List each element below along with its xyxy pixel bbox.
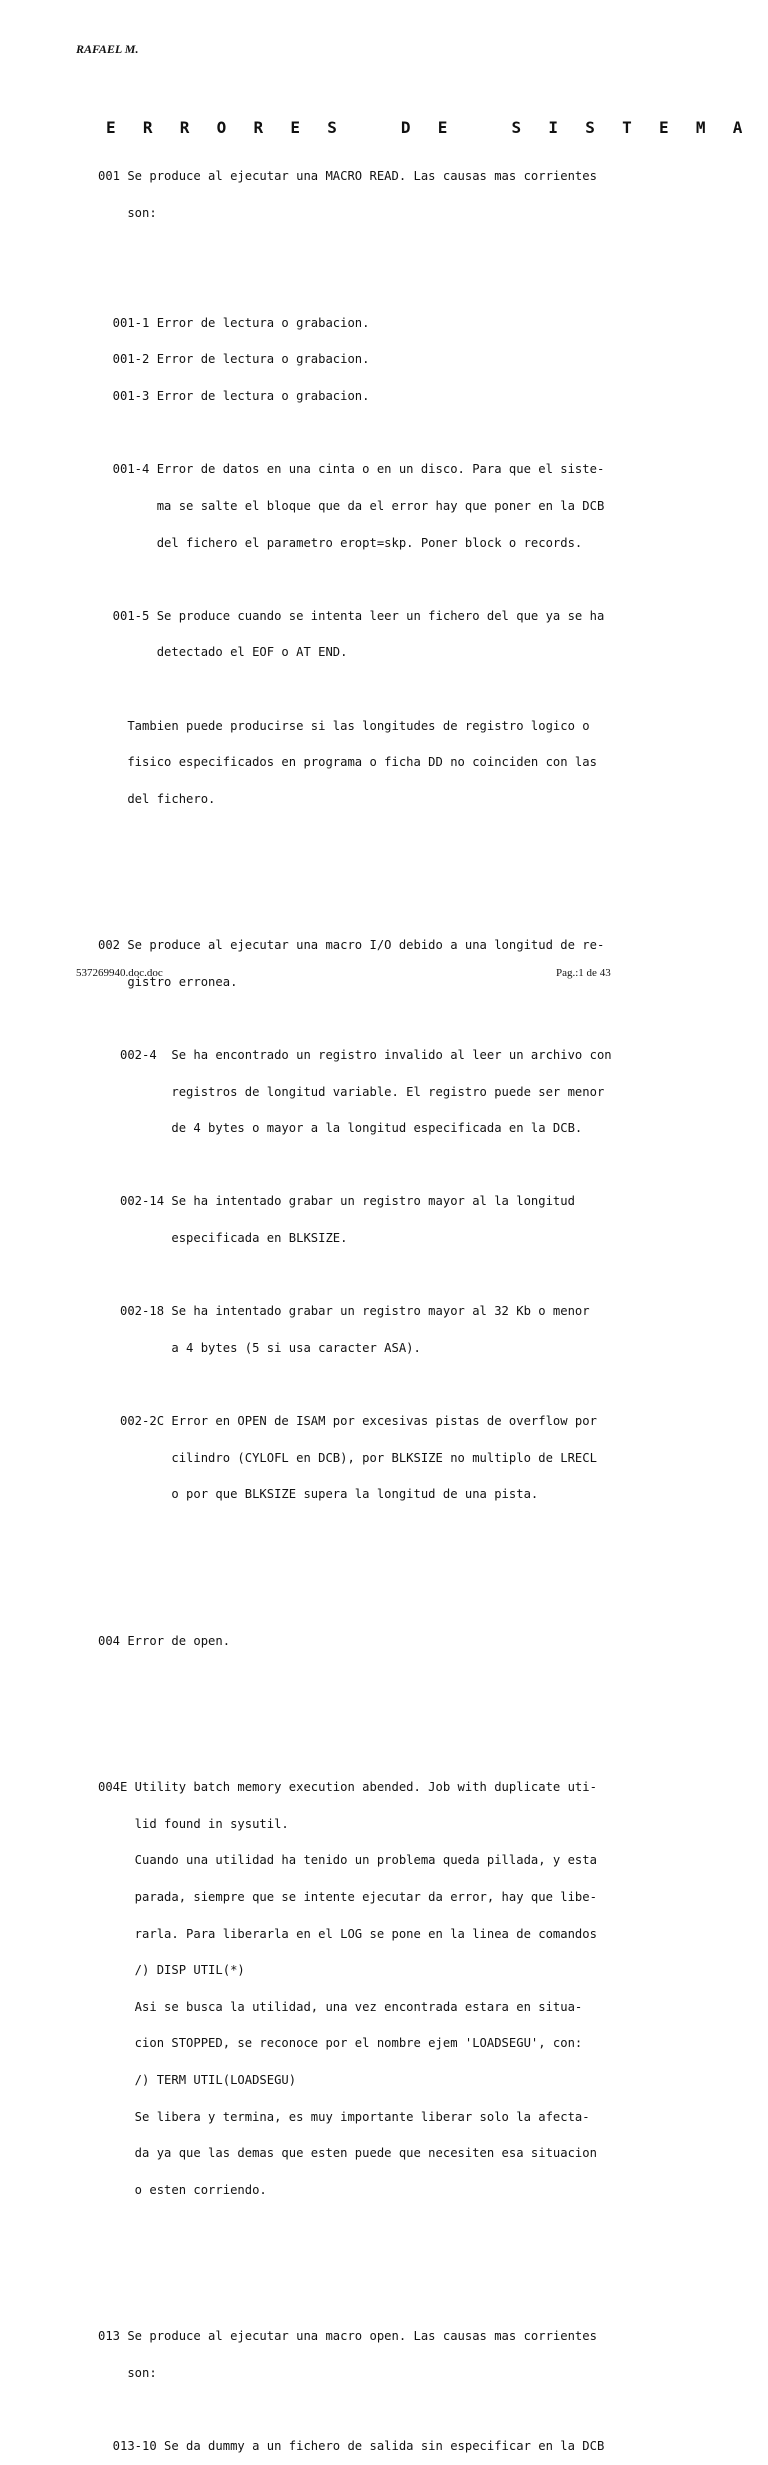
text-line (98, 280, 748, 292)
text-line (98, 2257, 748, 2269)
text-line (98, 1379, 748, 1391)
text-line: 013-10 Se da dummy a un fichero de salida sin especificar en la DCB (98, 2439, 605, 2454)
text-line: son: (98, 206, 157, 221)
text-line: 013 Se produce al ejecutar una macro open. Las causas mas corrientes (98, 2329, 597, 2344)
text-line (98, 1745, 748, 1757)
text-line: da ya que las demas que esten puede que necesiten esa situacion (98, 2146, 597, 2161)
text-line: Tambien puede producirse si las longitudes de registro logico o (98, 718, 590, 733)
text-line (98, 1012, 748, 1024)
text-line: /) TERM UTIL(LOADSEGU) (98, 2073, 297, 2088)
text-line: cion STOPPED, se reconoce por el nombre ejem 'LOADSEGU', con: (98, 2036, 583, 2051)
text-line: 001-3 Error de lectura o grabacion. (98, 389, 370, 404)
text-line: 001-5 Se produce cuando se intenta leer un fichero del que ya se ha (98, 608, 605, 623)
text-line: especificada en BLKSIZE. (98, 1231, 348, 1246)
footer-page-number: Pag.:1 de 43 (556, 967, 611, 979)
text-line: de 4 bytes o mayor a la longitud especificada en la DCB. (98, 1121, 583, 1136)
text-line: 004E Utility batch memory execution abended. Job with duplicate uti- (98, 1780, 597, 1795)
text-line: 001-1 Error de lectura o grabacion. (98, 315, 370, 330)
text-line: Se libera y termina, es muy importante liberar solo la afecta- (98, 2109, 590, 2124)
text-line: 002 Se produce al ejecutar una macro I/O debido a una longitud de re- (98, 938, 605, 953)
document-body (98, 146, 748, 2465)
text-line (98, 1598, 748, 1610)
text-line: 002-4 Se ha encontrado un registro invalido al leer un archivo con (98, 1048, 612, 1063)
footer-filename: 537269940.doc.doc (76, 967, 163, 979)
text-line: 002-18 Se ha intentado grabar un registro mayor al 32 Kb o menor (98, 1304, 590, 1319)
text-line: registros de longitud variable. El registro puede ser menor (98, 1084, 605, 1099)
text-line (98, 1159, 748, 1171)
text-line: Asi se busca la utilidad, una vez encontrada estara en situa- (98, 1999, 583, 2014)
author-header: RAFAEL M. (76, 42, 139, 56)
text-line (98, 1525, 748, 1537)
text-line: o esten corriendo. (98, 2182, 267, 2197)
text-line: 001-2 Error de lectura o grabacion. (98, 352, 370, 367)
text-line: del fichero. (98, 791, 216, 806)
text-line (98, 829, 748, 841)
text-line: detectado el EOF o AT END. (98, 645, 348, 660)
text-line (98, 1562, 748, 1574)
text-line: parada, siempre que se intente ejecutar da error, hay que libe- (98, 1890, 597, 1905)
text-line: lid found in sysutil. (98, 1816, 289, 1831)
text-line: a 4 bytes (5 si usa caracter ASA). (98, 1340, 421, 1355)
text-line (98, 573, 748, 585)
text-line (98, 683, 748, 695)
text-line: 002-2C Error en OPEN de ISAM por excesivas pistas de overflow por (98, 1414, 597, 1429)
text-line (98, 2404, 748, 2416)
page-title: E R R O R E S D E S I S T E M A (106, 118, 752, 137)
text-line: fisico especificados en programa o ficha DD no coinciden con las (98, 755, 597, 770)
text-line: rarla. Para liberarla en el LOG se pone en la linea de comandos (98, 1926, 597, 1941)
text-line (98, 903, 748, 915)
text-line: gistro erronea. (98, 974, 238, 989)
text-line: 002-14 Se ha intentado grabar un registro mayor al la longitud (98, 1194, 575, 1209)
text-line: cilindro (CYLOFL en DCB), por BLKSIZE no multiplo de LRECL (98, 1450, 597, 1465)
text-line: Cuando una utilidad ha tenido un problema queda pillada, y esta (98, 1853, 597, 1868)
text-line: 001-4 Error de datos en una cinta o en un disco. Para que el siste- (98, 462, 605, 477)
text-line: ma se salte el bloque que da el error hay que poner en la DCB (98, 498, 605, 513)
text-line: o por que BLKSIZE supera la longitud de una pista. (98, 1487, 539, 1502)
text-line: del fichero el parametro eropt=skp. Poner block o records. (98, 535, 583, 550)
text-line (98, 866, 748, 878)
text-line: /) DISP UTIL(*) (98, 1963, 245, 1978)
text-line: son: (98, 2365, 157, 2380)
text-line (98, 2294, 748, 2306)
text-line (98, 244, 748, 256)
text-line (98, 2221, 748, 2233)
text-line (98, 1708, 748, 1720)
text-line (98, 1671, 748, 1683)
text-line (98, 427, 748, 439)
text-line: 004 Error de open. (98, 1633, 231, 1648)
text-line: 001 Se produce al ejecutar una MACRO READ. Las causas mas corrientes (98, 169, 597, 184)
text-line (98, 1269, 748, 1281)
